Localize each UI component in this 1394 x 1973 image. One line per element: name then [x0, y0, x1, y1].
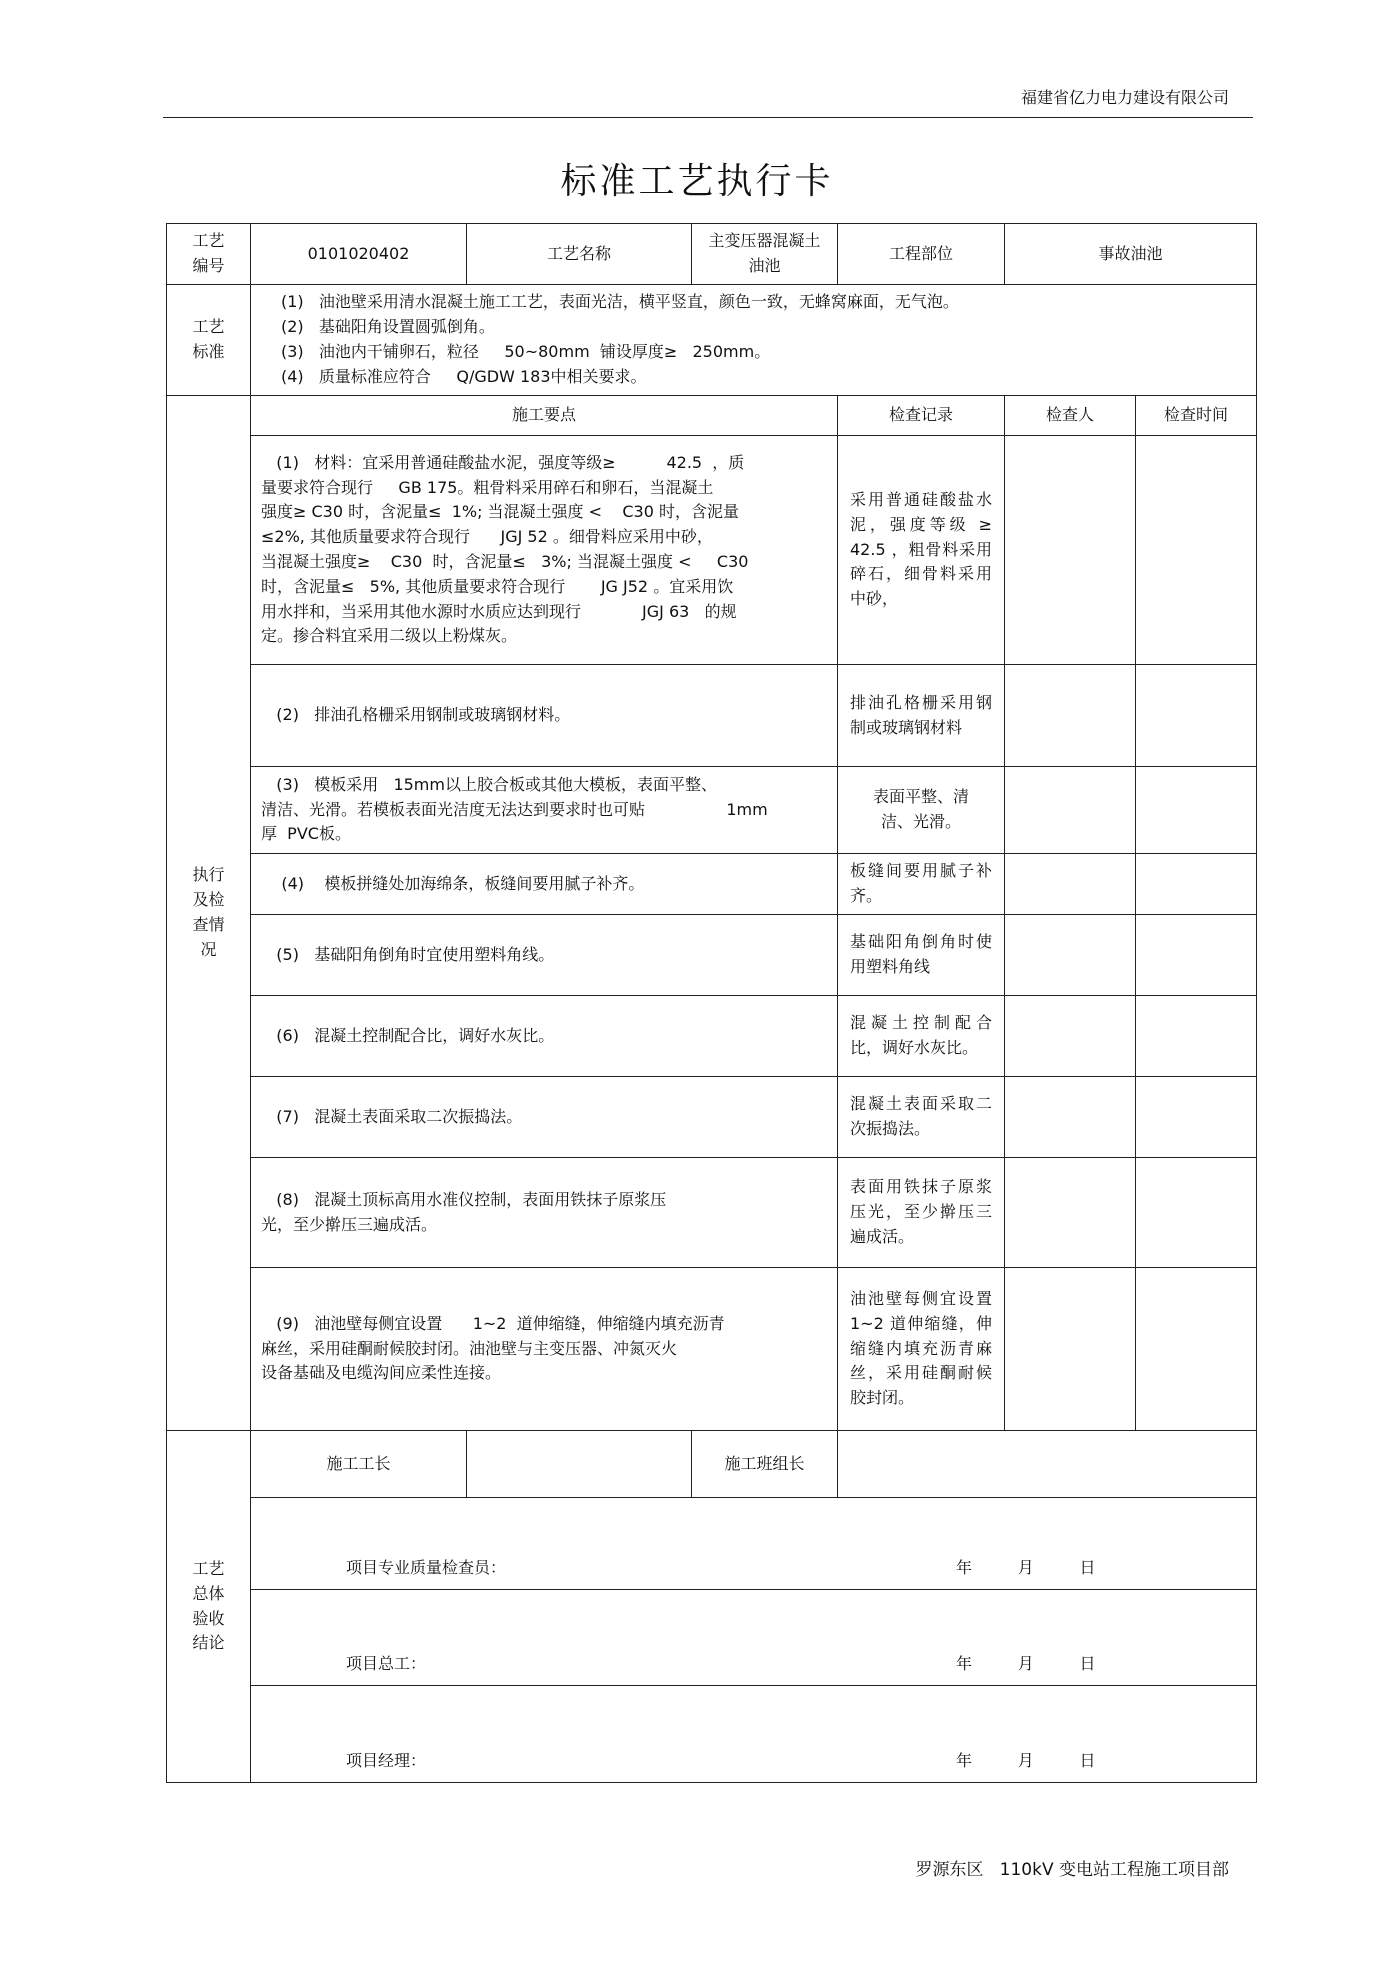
name-label: 工艺名称	[467, 224, 692, 285]
code-label: 工艺 编号	[167, 224, 251, 285]
table-row	[167, 1158, 1257, 1268]
footer-project: 罗源东区 110kV 变电站工程施工项目部	[915, 1860, 1229, 1880]
acceptance-roles-row	[167, 1431, 1257, 1498]
info-row	[167, 224, 1257, 285]
signer-label: 项目经理：	[346, 1751, 427, 1771]
check-record: 表面用铁抹子原浆压光，至少擀压三遍成活。	[838, 1158, 1005, 1268]
acceptance-label: 工艺 总体 验收 结论	[167, 1431, 251, 1783]
quality-inspector-signature[interactable]	[251, 1498, 1257, 1590]
project-manager-signature[interactable]	[251, 1686, 1257, 1783]
construction-point: (8) 混凝土顶标高用水准仪控制，表面用铁抹子原浆压 光，至少擀压三遍成活。	[251, 1158, 838, 1268]
check-record: 排油孔格栅采用钢制或玻璃钢材料	[838, 665, 1005, 767]
process-card-table	[166, 223, 1257, 1783]
check-record: 基础阳角倒角时使用塑料角线	[838, 915, 1005, 996]
checker-cell[interactable]	[1005, 996, 1136, 1077]
name-value: 主变压器混凝土 油池	[692, 224, 838, 285]
sign-date: 年 月 日	[956, 1558, 1096, 1578]
check-time-cell[interactable]	[1136, 996, 1257, 1077]
table-row	[167, 915, 1257, 996]
signature-row	[167, 1498, 1257, 1590]
standard-item: (2) 基础阳角设置圆弧倒角。	[281, 317, 495, 337]
company-name: 福建省亿力电力建设有限公司	[1020, 88, 1229, 107]
header-divider	[163, 117, 1253, 118]
check-record: 混凝土表面采取二次振捣法。	[838, 1077, 1005, 1158]
checker-cell[interactable]	[1005, 915, 1136, 996]
chief-engineer-signature[interactable]	[251, 1590, 1257, 1686]
signer-label: 项目总工：	[346, 1654, 427, 1674]
part-value: 事故油池	[1005, 224, 1257, 285]
checker-cell[interactable]	[1005, 1268, 1136, 1431]
check-time-cell[interactable]	[1136, 1158, 1257, 1268]
execution-label: 执行 及检 查情 况	[167, 396, 251, 1431]
execution-header-row	[167, 396, 1257, 436]
checker-cell[interactable]	[1005, 436, 1136, 665]
table-row	[167, 436, 1257, 665]
team-leader-value[interactable]	[838, 1431, 1257, 1498]
check-time-cell[interactable]	[1136, 854, 1257, 915]
checker-cell[interactable]	[1005, 1158, 1136, 1268]
col-header-points: 施工要点	[251, 396, 838, 436]
code-value: 0101020402	[251, 224, 467, 285]
foreman-value[interactable]	[467, 1431, 692, 1498]
standard-item: (3) 油池内干铺卵石，粒径 50~80mm 铺设厚度≥ 250mm。	[281, 342, 771, 361]
sign-date: 年 月 日	[956, 1654, 1096, 1674]
team-leader-label: 施工班组长	[692, 1431, 838, 1498]
signer-label: 项目专业质量检查员：	[346, 1558, 507, 1578]
sign-date: 年 月 日	[956, 1751, 1096, 1771]
standard-row	[167, 285, 1257, 396]
check-time-cell[interactable]	[1136, 767, 1257, 854]
standard-item: (1) 油池壁采用清水混凝土施工工艺，表面光洁，横平竖直，颜色一致，无蜂窝麻面，无气泡。	[281, 292, 959, 312]
foreman-label: 施工工长	[251, 1431, 467, 1498]
signature-row	[167, 1590, 1257, 1686]
col-header-checker: 检查人	[1005, 396, 1136, 436]
check-record: 表面平整、清 洁、光滑。	[838, 767, 1005, 854]
construction-point: (9) 油池壁每侧宜设置 1~2 道伸缩缝，伸缩缝内填充沥青 麻丝，采用硅酮耐候胶封闭。油池壁与主变压器、冲氮灭火 设备基础及电缆沟间应柔性连接。	[251, 1268, 838, 1431]
construction-point: (1) 材料：宜采用普通硅酸盐水泥，强度等级≥ 42.5 ，质 量要求符合现行 GB 175。粗骨料采用碎石和卵石，当混凝土 强度≥ C30 时，含泥量≤ 1%; 当混凝土强度 < C30 时，含泥量 ≤2%, 其他质量要求符合现行 JGJ 52 。细骨料应采用中砂， 当混凝土强度≥ C30 时，含泥量≤ 3%; 当混凝土强度 < C30 时，含泥量≤ 5%, 其他质量要求符合现行 JG J52 。宜采用饮 用水拌和，当采用其他水源时水质应达到现行 JGJ 63 的规 定。掺合料宜采用二级以上粉煤灰。	[251, 436, 838, 665]
checker-cell[interactable]	[1005, 665, 1136, 767]
page-title: 标准工艺执行卡	[560, 161, 834, 202]
construction-point: (3) 模板采用 15mm以上胶合板或其他大模板，表面平整、 清洁、光滑。若模板表面光洁度无法达到要求时也可贴 1mm 厚 PVC板。	[251, 767, 838, 854]
col-header-time: 检查时间	[1136, 396, 1257, 436]
signature-row	[167, 1686, 1257, 1783]
table-row	[167, 767, 1257, 854]
checker-cell[interactable]	[1005, 767, 1136, 854]
construction-point: (6) 混凝土控制配合比，调好水灰比。	[251, 996, 838, 1077]
check-time-cell[interactable]	[1136, 665, 1257, 767]
check-time-cell[interactable]	[1136, 436, 1257, 665]
check-record: 混凝土控制配合比，调好水灰比。	[838, 996, 1005, 1077]
check-time-cell[interactable]	[1136, 915, 1257, 996]
check-time-cell[interactable]	[1136, 1077, 1257, 1158]
checker-cell[interactable]	[1005, 854, 1136, 915]
standard-items	[251, 285, 1257, 396]
check-time-cell[interactable]	[1136, 1268, 1257, 1431]
check-record: 板缝间要用腻子补齐。	[838, 854, 1005, 915]
table-row	[167, 1077, 1257, 1158]
check-record: 采用普通硅酸盐水泥，强度等级 ≥ 42.5 ，粗骨料采用碎石，细骨料采用中砂，	[838, 436, 1005, 665]
standard-label: 工艺 标准	[167, 285, 251, 396]
construction-point: (4) 模板拼缝处加海绵条，板缝间要用腻子补齐。	[251, 854, 838, 915]
table-row	[167, 665, 1257, 767]
checker-cell[interactable]	[1005, 1077, 1136, 1158]
table-row	[167, 996, 1257, 1077]
col-header-record: 检查记录	[838, 396, 1005, 436]
table-row	[167, 1268, 1257, 1431]
construction-point: (7) 混凝土表面采取二次振捣法。	[251, 1077, 838, 1158]
standard-item: (4) 质量标准应符合 Q/GDW 183中相关要求。	[281, 366, 647, 386]
construction-point: (5) 基础阳角倒角时宜使用塑料角线。	[251, 915, 838, 996]
check-record: 油池壁每侧宜设置 1~2 道伸缩缝，伸缩缝内填充沥青麻丝，采用硅酮耐候胶封闭。	[838, 1268, 1005, 1431]
table-row	[167, 854, 1257, 915]
part-label: 工程部位	[838, 224, 1005, 285]
construction-point: (2) 排油孔格栅采用钢制或玻璃钢材料。	[251, 665, 838, 767]
